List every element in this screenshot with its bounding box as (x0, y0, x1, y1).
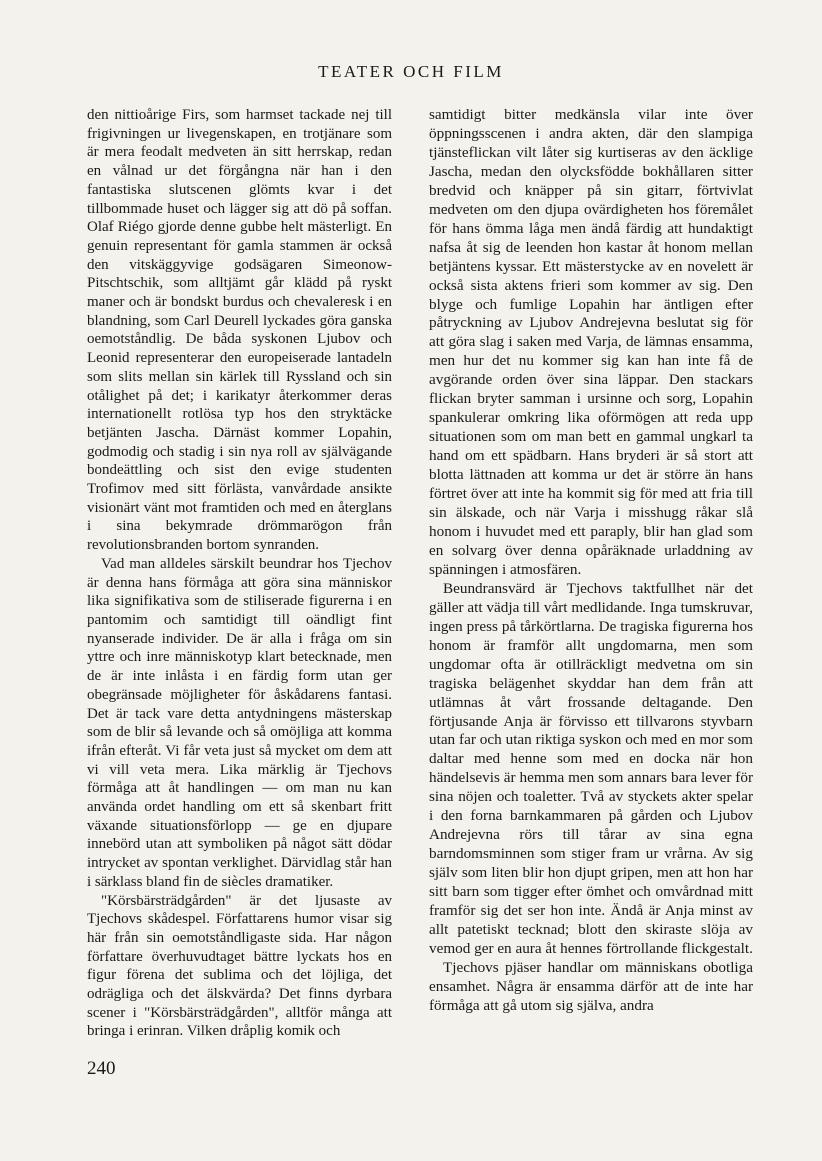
paragraph: Beundransvärd är Tjechovs taktfullhet när det gäller att vädja till vårt medlidande. Inga tumskruvar, ingen press på tårkörtlarna. De tragiska figurerna hos honom är framför allt ungdomarna, men som ungdomar ofta är otillräckligt medvetna om sin tragiska belägenhet skyddar han dem från att utlämnas åt vårt frossande deltagande. Den förtjusande Anja är förvisso ett tillvarons styvbarn utan far och utan riktiga syskon och med en mor som daltar med henne som med en docka när hon händelsevis är hemma men som annars bara lever för sina nöjen och toaletter. Två av styckets akter spelar i den forna barnkammaren på gården och Ljubov Andrejevna rörs till tårar av sina egna barndomsminnen som stiger fram ur vrårna. Av sig själv som liten blir hon djupt gripen, men att hon har sitt barn som tigger efter ömhet och omvårdnad mitt framför sig det ser hon inte. Ändå är Anja minst av allt patetiskt tecknad; blott den skiraste slöja av vemod ger en aura åt hennes förtrollande flickgestalt. (429, 579, 753, 957)
running-header: TEATER OCH FILM (318, 62, 504, 81)
paragraph: samtidigt bitter medkänsla vilar inte över öppningsscenen i andra akten, där den slampiga tjänsteflickan vilt låter sig kurtiseras av den äcklige Jascha, medan den olycksfödde bokhållaren sitter bredvid och knäpper på sin gitarr, förtvivlat medveten om den djupa ovärdigheten hos föremålet för hans ömma låga men ändå färdig att hundaktigt nafsa åt sig de leenden hon kastar åt honom mellan betjäntens kyssar. Ett mästerstycke av en novelett är också sista aktens frieri som kommer av sig. Den blyge och fumlige Lopahin har äntligen efter påtryckning av Ljubov Andrejevna beslutat sig för att göra slag i saken med Varja, de lämnas ensamma, men hur det nu kommer sig kan han inte få de avgörande orden över sina läppar. Den stackars flickan bryter samman i ursinne och sorg, Lopahin spankulerar omkring lika oförmögen att reda upp situationen som om man bett en gammal ungkarl ta hand om ett spädbarn. Hans bryderi är så stort att blotta lättnaden att komma ur det är större än hans förtret över att inte ha kommit sig för med att fria till sin älskade, och när Varja i misshugg råkar slå honom i huvudet med ett paraply, blir han glad som en solvarg över denna opåräknade urladdning av spänningen i atmosfären. (429, 106, 753, 578)
right-column (429, 106, 753, 1016)
paragraph: den nittioårige Firs, som harmset tackade nej till frigivningen ur livegenskapen, en trotjänare som är mera feodalt medveten än sitt herrskap, redan en vålnad ur det förgångna när han i den fantastiska slutscenen glömts kvar i det tillbommade huset och lägger sig att dö på soffan. Olaf Riégo gjorde denne gubbe helt mästerligt. En genuin representant för gamla stammen är också den vitskäggyvige godsägaren Simeonow-Pitschtschik, som alltjämt går klädd på ryskt maner och är bondskt burdus och chevaleresk i en blandning, som Carl Deurell lyckades göra ganska oemotståndlig. De båda syskonen Ljubov och Leonid representerar den europeiserade lantadeln som slits mellan sin kärlek till Ryssland och sin otålighet på det; i karikatyr återkommer deras internationellt rotlösa typ hos den stryktäcke betjänten Jascha. Därnäst kommer Lopahin, godmodig och stadig i sin nya roll av självägande bondeättling och sist den evige studenten Trofimov med sitt förlästa, vanvårdade ansikte visionärt vänt mot framtiden och med en återglans i sina bekymrade drömmarögon från revolutionsbranden bortom synranden. (87, 107, 392, 554)
paragraph: "Körsbärsträdgården" är det ljusaste av Tjechovs skådespel. Författarens humor visar sig här från sin oemotståndligaste sida. Har någon författare överhuvudtaget bättre lyckats hos en figur förena det sublima och det löjliga, det odrägliga och det älskvärda? Det finns dyrbara scener i "Körsbärsträdgården", alltför många att bringa i erinran. Vilken dråplig komik och (87, 892, 392, 1040)
paragraph: Vad man alldeles särskilt beundrar hos Tjechov är denna hans förmåga att göra sina människor lika signifikativa som de stiliserade figurerna i en pantomim och samtidigt till oändligt fint nyanserade individer. De är alla i fråga om sin yttre och inre människotyp klart betecknade, men de är inte inlåsta i en färdig form utan ger obegränsade möjligheter för åskådarens fantasi. Det är tack vare detta antydningens mästerskap som de blir så levande och så omöjliga att komma ifrån efteråt. Vi får veta just så mycket om dem att vi vill veta mera. Lika märklig är Tjechovs förmåga att åt handlingen — om man nu kan använda ordet handling om ett så skenbart fritt växande situationsförlopp — ge en djupare innebörd utan att symboliken på något sätt dödar intrycket av spontan verklighet. Därvidlag står han i särklass bland fin de siècles dramatiker. (87, 555, 392, 890)
paragraph: Tjechovs pjäser handlar om människans obotliga ensamhet. Några är ensamma därför att de inte har förmåga att gå utom sig själva, andra (429, 958, 753, 1014)
left-column (87, 106, 392, 1041)
page-number: 240 (87, 1058, 116, 1079)
